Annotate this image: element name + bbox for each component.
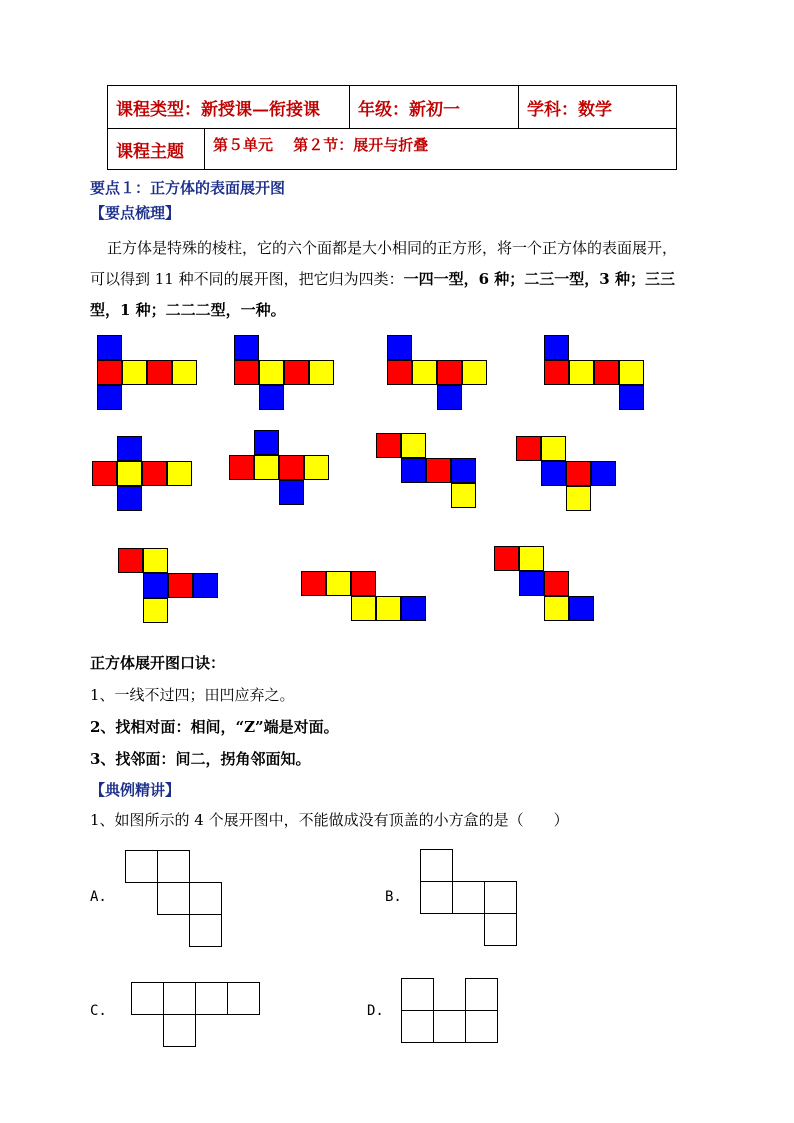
net-square <box>541 461 566 486</box>
net-square <box>451 483 476 508</box>
example-heading: 【典例精讲】 <box>90 781 181 799</box>
net-square <box>143 598 168 623</box>
net-square <box>97 335 122 360</box>
option-square <box>157 882 190 915</box>
net-square <box>284 360 309 385</box>
net-square <box>566 461 591 486</box>
option-square <box>433 1010 466 1043</box>
option-square <box>484 913 517 946</box>
net-square <box>376 433 401 458</box>
net-square <box>494 546 519 571</box>
net-square <box>591 461 616 486</box>
net-square <box>301 571 326 596</box>
net-square <box>92 461 117 486</box>
option-c-label: C. <box>90 1003 107 1019</box>
option-square <box>452 881 485 914</box>
net-square <box>437 385 462 410</box>
net-square <box>594 360 619 385</box>
header-row-2 <box>108 128 676 170</box>
net-square <box>387 335 412 360</box>
mnemonic-line-2: 2、找相对面：相间，“Z”端是对面。 <box>90 718 339 736</box>
option-square <box>484 881 517 914</box>
net-square <box>544 335 569 360</box>
net-square <box>234 360 259 385</box>
net-square <box>97 360 122 385</box>
option-square <box>163 982 196 1015</box>
option-square <box>131 982 164 1015</box>
summary-heading: 【要点梳理】 <box>90 204 181 222</box>
net-square <box>122 360 147 385</box>
net-square <box>326 571 351 596</box>
option-square <box>157 850 190 883</box>
option-b-label: B. <box>385 889 402 905</box>
net-square <box>566 486 591 511</box>
net-square <box>544 596 569 621</box>
net-square <box>167 461 192 486</box>
mnemonic-line-1: 1、一线不过四；田凹应弃之。 <box>90 686 295 704</box>
option-square <box>163 1014 196 1047</box>
para-line-2-plain: 可以得到 11 种不同的展开图，把它归为四类： <box>90 270 404 288</box>
net-square <box>118 548 143 573</box>
net-square <box>351 571 376 596</box>
net-square <box>309 360 334 385</box>
header-row-1 <box>108 86 676 129</box>
net-square <box>259 360 284 385</box>
net-square <box>97 385 122 410</box>
net-square <box>147 360 172 385</box>
net-square <box>401 458 426 483</box>
para-line-3: 型，1 种；二二二型，一种。 <box>90 301 286 319</box>
net-square <box>193 573 218 598</box>
net-square <box>437 360 462 385</box>
net-square <box>142 461 167 486</box>
option-square <box>189 914 222 947</box>
net-square <box>304 455 329 480</box>
option-square <box>189 882 222 915</box>
para-line-2-bold: 一四一型，6 种；二三一型，3 种；三三 <box>403 270 675 288</box>
option-square <box>465 978 498 1011</box>
net-square <box>541 436 566 461</box>
grade-cell: 年级：新初一 <box>350 86 519 128</box>
net-square <box>451 458 476 483</box>
para-line-1: 正方体是特殊的棱柱，它的六个面都是大小相同的正方形，将一个正方体的表面展开， <box>107 239 678 257</box>
option-square <box>195 982 228 1015</box>
topic-label-cell: 课程主题 <box>108 128 205 170</box>
net-square <box>143 573 168 598</box>
net-square <box>376 596 401 621</box>
mnemonic-line-3: 3、找邻面：间二，拐角邻面知。 <box>90 750 311 768</box>
example-question: 1、如图所示的 4 个展开图中，不能做成没有顶盖的小方盒的是（ ） <box>90 811 569 829</box>
topic-value-cell: 第５单元 第２节：展开与折叠 <box>213 136 429 154</box>
net-square <box>516 436 541 461</box>
net-square <box>619 385 644 410</box>
course-type-cell: 课程类型：新授课—衔接课 <box>108 86 350 128</box>
net-square <box>279 480 304 505</box>
net-square <box>401 433 426 458</box>
net-square <box>168 573 193 598</box>
net-square <box>544 571 569 596</box>
option-square <box>420 881 453 914</box>
net-square <box>229 455 254 480</box>
net-square <box>117 436 142 461</box>
net-square <box>143 548 168 573</box>
course-header-table <box>107 85 677 170</box>
net-square <box>117 486 142 511</box>
option-square <box>125 850 158 883</box>
para-line-2 <box>90 264 675 294</box>
net-square <box>117 461 142 486</box>
net-square <box>569 596 594 621</box>
option-square <box>401 1010 434 1043</box>
net-square <box>259 385 284 410</box>
net-square <box>401 596 426 621</box>
net-square <box>254 430 279 455</box>
net-square <box>254 455 279 480</box>
net-square <box>569 360 594 385</box>
option-square <box>401 978 434 1011</box>
option-square <box>420 849 453 882</box>
net-square <box>462 360 487 385</box>
net-square <box>519 546 544 571</box>
net-square <box>412 360 437 385</box>
option-d-label: D. <box>367 1003 384 1019</box>
net-square <box>234 335 259 360</box>
subject-cell: 学科：数学 <box>527 99 612 120</box>
net-square <box>279 455 304 480</box>
option-square <box>227 982 260 1015</box>
net-square <box>519 571 544 596</box>
net-square <box>426 458 451 483</box>
net-square <box>172 360 197 385</box>
net-square <box>387 360 412 385</box>
mnemonic-title: 正方体展开图口诀： <box>90 654 226 672</box>
net-square <box>619 360 644 385</box>
option-square <box>465 1010 498 1043</box>
option-a-label: A. <box>90 889 107 905</box>
net-square <box>544 360 569 385</box>
net-square <box>351 596 376 621</box>
point1-title: 要点１：正方体的表面展开图 <box>90 179 286 197</box>
